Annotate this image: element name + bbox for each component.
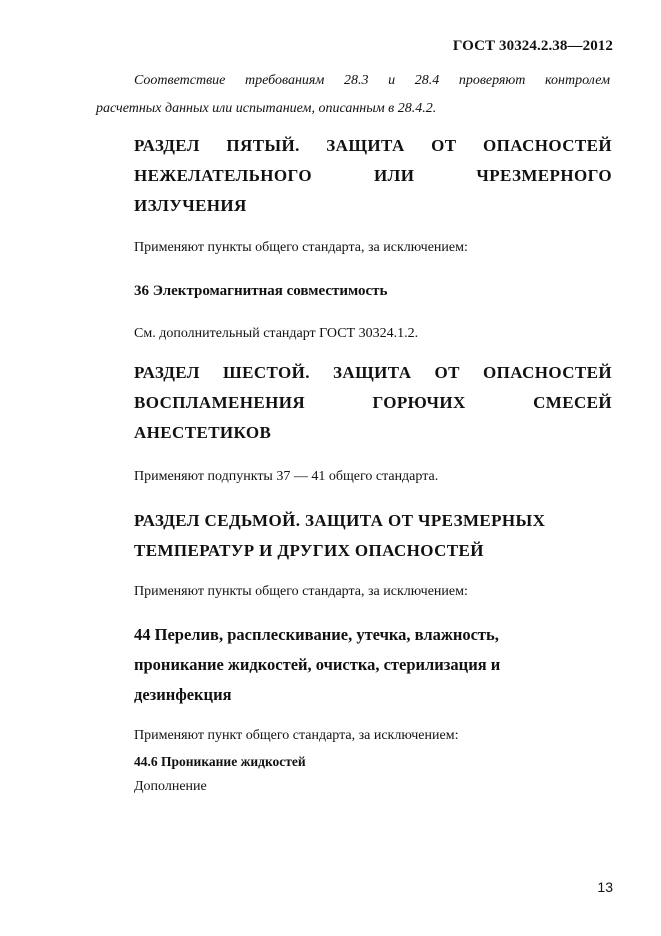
section-5-title-line-2: НЕЖЕЛАТЕЛЬНОГО ИЛИ ЧРЕЗМЕРНОГО bbox=[134, 166, 612, 185]
section-7-title bbox=[134, 506, 612, 566]
intro-note bbox=[96, 67, 610, 123]
section-6-title-line-2: ВОСПЛАМЕНЕНИЯ ГОРЮЧИХ СМЕСЕЙ bbox=[134, 393, 612, 412]
standard-code-header: ГОСТ 30324.2.38—2012 bbox=[452, 38, 613, 54]
page-number: 13 bbox=[597, 879, 613, 895]
section-7-title-line-2: ТЕМПЕРАТУР И ДРУГИХ ОПАСНОСТЕЙ bbox=[134, 541, 484, 560]
section-6-title bbox=[134, 358, 612, 448]
section-6-title-line-3: АНЕСТЕТИКОВ bbox=[134, 423, 272, 442]
intro-note-line-1: Соответствие требованиям 28.3 и 28.4 проверяют контролем bbox=[134, 73, 610, 88]
clause-44-applies-text: Применяют пункт общего стандарта, за исключением: bbox=[134, 728, 459, 743]
section-7-applies-text: Применяют пункты общего стандарта, за исключением: bbox=[134, 584, 468, 599]
intro-note-line-2: расчетных данных или испытанием, описанным в 28.4.2. bbox=[96, 101, 437, 116]
clause-44-title bbox=[134, 620, 554, 710]
section-6-title-line-1: РАЗДЕЛ ШЕСТОЙ. ЗАЩИТА ОТ ОПАСНОСТЕЙ bbox=[134, 363, 612, 382]
clause-44-6-text: Дополнение bbox=[134, 779, 207, 794]
clause-44-6-title: 44.6 Проникание жидкостей bbox=[134, 754, 306, 769]
clause-36-text: См. дополнительный стандарт ГОСТ 30324.1.2. bbox=[134, 326, 419, 341]
section-7-title-line-1: РАЗДЕЛ СЕДЬМОЙ. ЗАЩИТА ОТ ЧРЕЗМЕРНЫХ bbox=[134, 511, 546, 530]
clause-44-title-line-2: проникание жидкостей, очистка, стерилизация и bbox=[134, 655, 501, 674]
section-5-title-line-3: ИЗЛУЧЕНИЯ bbox=[134, 196, 247, 215]
section-5-applies-text: Применяют пункты общего стандарта, за исключением: bbox=[134, 240, 468, 255]
section-5-title bbox=[134, 131, 612, 221]
clause-36-title: 36 Электромагнитная совместимость bbox=[134, 283, 388, 299]
section-5-title-line-1: РАЗДЕЛ ПЯТЫЙ. ЗАЩИТА ОТ ОПАСНОСТЕЙ bbox=[134, 136, 612, 155]
section-6-applies-text: Применяют подпункты 37 — 41 общего стандарта. bbox=[134, 469, 439, 484]
clause-44-title-line-1: 44 Перелив, расплескивание, утечка, влажность, bbox=[134, 625, 499, 644]
clause-44-title-line-3: дезинфекция bbox=[134, 685, 232, 704]
